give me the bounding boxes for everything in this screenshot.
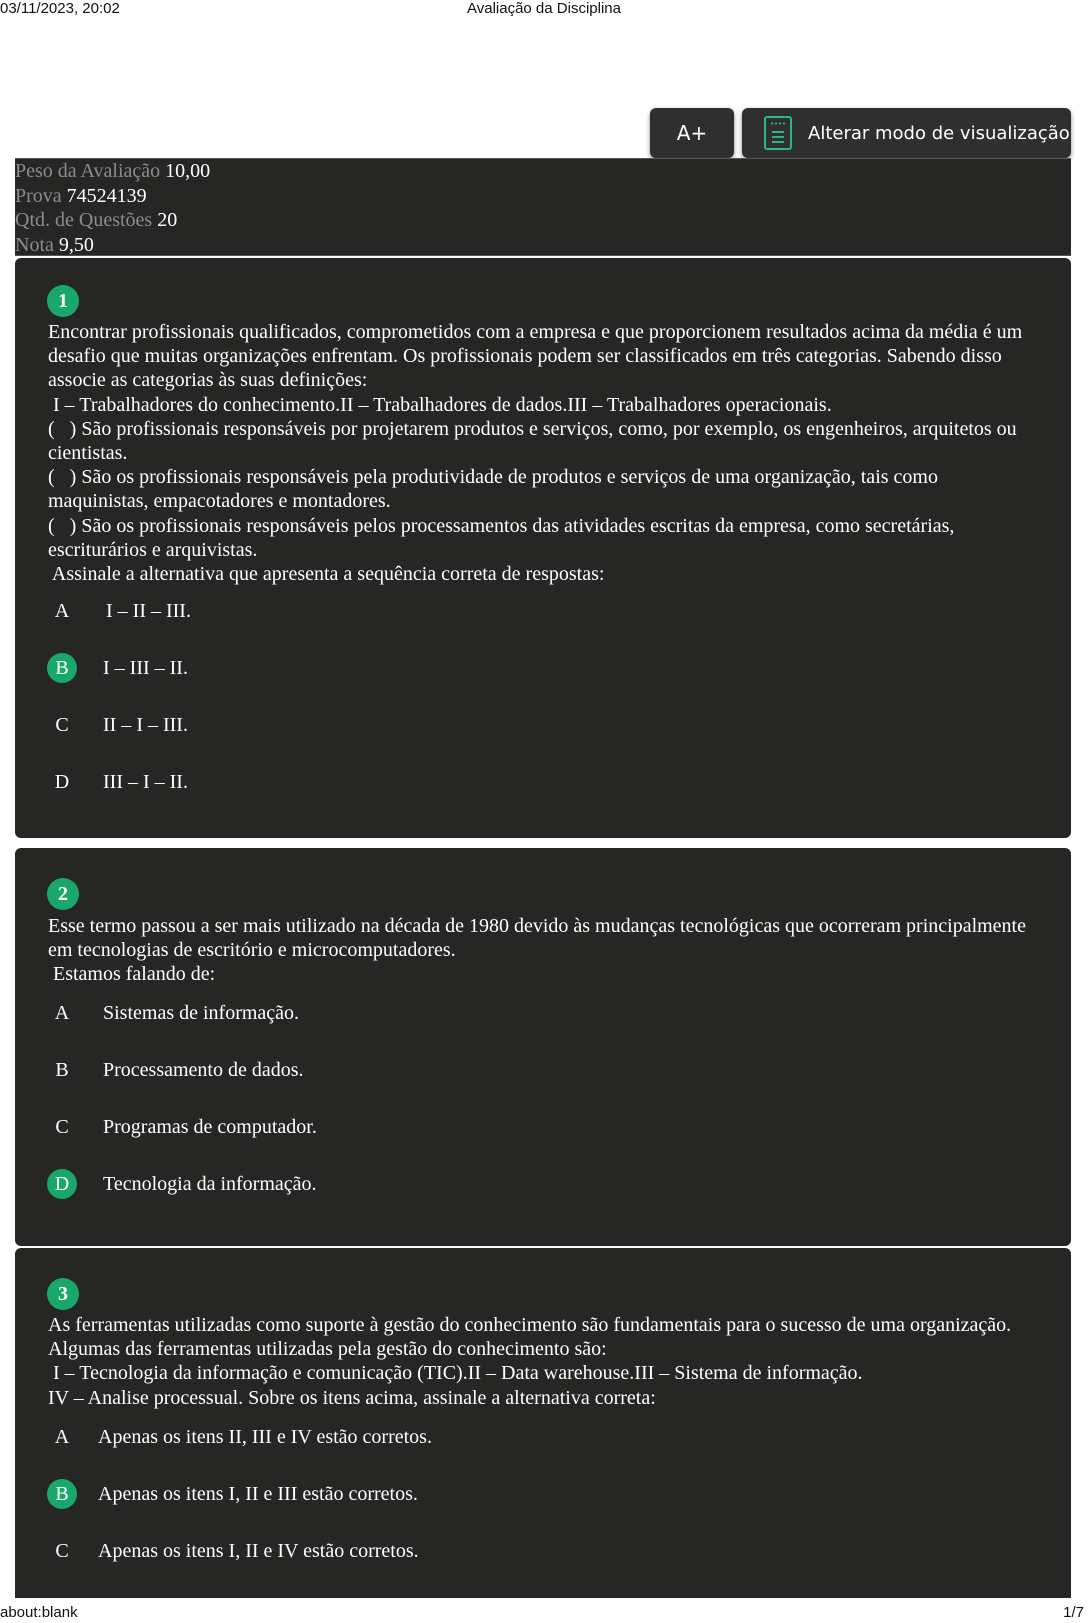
option-a[interactable]: [47, 1422, 1035, 1454]
question-line: I – Tecnologia da informação e comunicação (TIC).II – Data warehouse.III – Sistema de informação.: [48, 1362, 863, 1385]
print-title: Avaliação da Disciplina: [467, 0, 621, 17]
question-card-3: [15, 1248, 1071, 1598]
exam-summary: [15, 158, 1071, 256]
option-letter: A: [54, 599, 70, 622]
questoes-label: Qtd. de Questões: [15, 209, 153, 231]
option-text: Programas de computador.: [103, 1116, 317, 1138]
option-text: I – II – III.: [101, 600, 191, 622]
question-number: 3: [47, 1278, 79, 1310]
summary-questoes-row: [15, 208, 1071, 233]
font-size-button[interactable]: [650, 108, 734, 158]
nota-label: Nota: [15, 233, 54, 256]
nota-value: 9,50: [58, 233, 94, 256]
question-card-1: [15, 258, 1071, 838]
option-b[interactable]: [47, 1479, 1035, 1511]
option-c[interactable]: [47, 1112, 1035, 1144]
change-view-label: Alterar modo de visualização: [808, 122, 1070, 144]
option-c[interactable]: [47, 1536, 1035, 1568]
option-text: Apenas os itens I, II e IV estão corretos.: [98, 1540, 419, 1562]
question-line: I – Trabalhadores do conhecimento.II – Trabalhadores de dados.III – Trabalhadores operacionais.: [48, 393, 832, 416]
question-number: 2: [47, 878, 79, 910]
peso-label: Peso da Avaliação: [15, 160, 161, 182]
question-line: ( ) São os profissionais responsáveis pela produtividade de produtos e serviços de uma organização, tais como maquinistas, empacotadores e montadores.: [48, 466, 943, 513]
print-page-number: 1/7: [1063, 1604, 1084, 1621]
question-line: Estamos falando de:: [48, 963, 216, 986]
question-text: [48, 914, 1035, 987]
print-datetime: 03/11/2023, 20:02: [0, 0, 120, 17]
question-line: ( ) São profissionais responsáveis por projetarem produtos e serviços, como, por exemplo, os engenheiros, arquitetos ou cientistas.: [48, 417, 1022, 465]
option-b[interactable]: [47, 1055, 1035, 1087]
option-a[interactable]: [47, 596, 1035, 628]
question-line: Esse termo passou a ser mais utilizado na década de 1980 devido às mudanças tecnológicas que ocorreram principalmente em tecnologias de escritório e microcomputadores.: [48, 915, 1026, 962]
question-text: [48, 1313, 1035, 1410]
question-line: IV – Analise processual. Sobre os itens acima, assinale a alternativa correta:: [48, 1386, 656, 1409]
option-text: II – I – III.: [103, 714, 188, 736]
document-icon: [764, 116, 792, 150]
option-letter: A: [54, 1001, 70, 1024]
question-line: ( ) São os profissionais responsáveis pelos processamentos das atividades escritas da empresa, como secretárias, escriturários e arquivistas.: [48, 514, 960, 561]
option-text: Tecnologia da informação.: [103, 1173, 317, 1195]
print-header: [0, 0, 1088, 18]
option-text: Sistemas de informação.: [103, 1002, 300, 1024]
summary-nota-row: [15, 233, 1071, 258]
prova-label: Prova: [15, 184, 62, 207]
summary-peso-row: [15, 159, 1071, 184]
questoes-value: 20: [157, 209, 178, 231]
option-text: III – I – II.: [103, 771, 188, 793]
peso-value: 10,00: [165, 160, 211, 182]
question-line: Encontrar profissionais qualificados, comprometidos com a empresa e que proporcionem resultados acima da média é um desafio que muitas organizações enfrentam. Os profissionais podem ser classificados em três categorias. Sabendo disso associe as categorias às suas definições:: [48, 321, 1023, 392]
summary-prova-row: [15, 184, 1071, 209]
option-a[interactable]: [47, 998, 1035, 1030]
option-letter-correct: B: [47, 1479, 77, 1509]
option-letter: A: [54, 1425, 70, 1448]
option-letter-correct: D: [47, 1169, 77, 1199]
prova-value: 74524139: [66, 184, 147, 207]
print-footer: [0, 1603, 1088, 1623]
option-c[interactable]: [47, 710, 1035, 742]
option-letter: C: [55, 1539, 69, 1562]
option-letter: D: [54, 770, 70, 793]
option-letter: C: [55, 1115, 69, 1138]
option-text: Apenas os itens II, III e IV estão corretos.: [98, 1426, 432, 1448]
question-text: [48, 320, 1035, 586]
option-text: I – III – II.: [103, 657, 188, 679]
option-d[interactable]: [47, 767, 1035, 799]
option-letter: B: [55, 1058, 69, 1081]
option-letter: C: [55, 713, 69, 736]
option-text: Processamento de dados.: [103, 1059, 304, 1081]
option-letter-correct: B: [47, 653, 77, 683]
question-line: Assinale a alternativa que apresenta a sequência correta de respostas:: [48, 563, 605, 586]
option-d[interactable]: [47, 1169, 1035, 1201]
option-text: Apenas os itens I, II e III estão corretos.: [98, 1483, 418, 1505]
question-number: 1: [47, 285, 79, 317]
question-card-2: [15, 848, 1071, 1246]
font-size-label: A+: [676, 121, 708, 145]
option-b[interactable]: [47, 653, 1035, 685]
print-url: about:blank: [0, 1604, 78, 1621]
question-line: As ferramentas utilizadas como suporte à gestão do conhecimento são fundamentais para o sucesso de uma organização. Algumas das ferramentas utilizadas pela gestão do conhecimento são:: [48, 1314, 1012, 1361]
change-view-button[interactable]: [742, 108, 1071, 158]
